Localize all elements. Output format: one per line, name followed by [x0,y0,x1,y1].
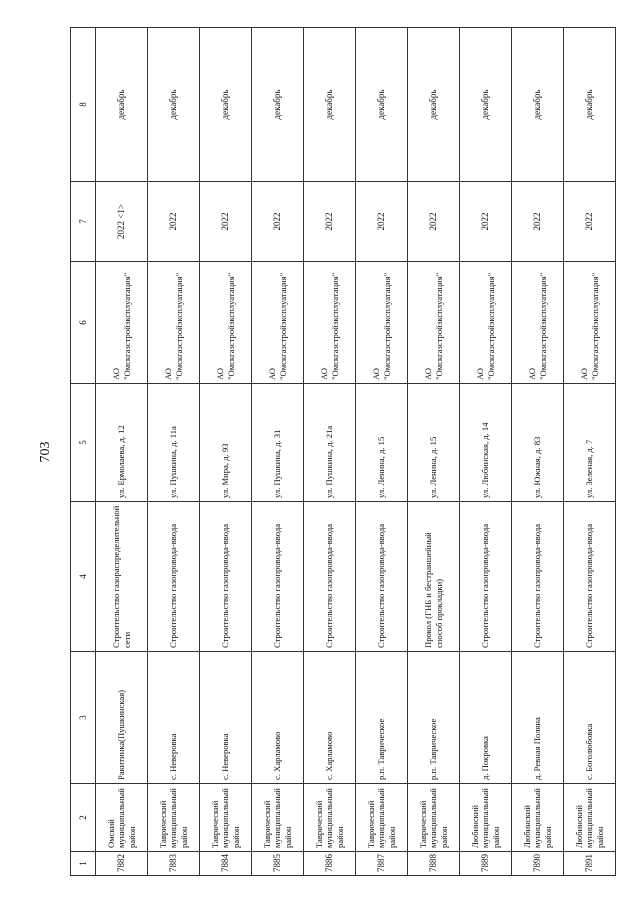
year-cell: 2022 [356,182,408,262]
row-number: 7887 [356,852,408,876]
table-body [71,28,616,876]
column-header: 5 [71,384,96,502]
locality-cell: с. Неверовка [148,652,200,784]
work-type-cell: Строительство газопровода-ввода [252,502,304,652]
contractor-cell: АО "Омскгазстройэксплуатация" [252,262,304,384]
month-cell: декабрь [252,28,304,182]
page-number: 703 [38,441,53,463]
contractor-cell: АО "Омскгазстройэксплуатация" [408,262,460,384]
year-cell: 2022 [200,182,252,262]
table-row [564,28,616,876]
locality-cell: д. Покровка [460,652,512,784]
contractor-cell: АО "Омскгазстройэксплуатация" [512,262,564,384]
address-cell: ул. Зеленая, д. 7 [564,384,616,502]
work-type-cell: Строительство газопровода-ввода [356,502,408,652]
contractor-cell: АО "Омскгазстройэксплуатация" [564,262,616,384]
district-cell: Таврический муниципальный район [252,784,304,852]
year-cell: 2022 [408,182,460,262]
month-cell: декабрь [96,28,148,182]
contractor-cell: АО "Омскгазстройэксплуатация" [356,262,408,384]
column-header: 2 [71,784,96,852]
row-number: 7886 [304,852,356,876]
month-cell: декабрь [408,28,460,182]
row-number: 7891 [564,852,616,876]
month-cell: декабрь [148,28,200,182]
header-row [71,28,96,876]
address-cell: ул. Ленина, д. 15 [356,384,408,502]
column-header: 3 [71,652,96,784]
work-type-cell: Строительство газопровода-ввода [564,502,616,652]
contractor-cell: АО "Омскгазстройэксплуатация" [148,262,200,384]
contractor-cell: АО "Омскгазстройэксплуатация" [304,262,356,384]
contractor-cell: АО "Омскгазстройэксплуатация" [96,262,148,384]
district-cell: Таврический муниципальный район [408,784,460,852]
column-header: 8 [71,28,96,182]
district-cell: Таврический муниципальный район [304,784,356,852]
work-type-cell: Строительство газопровода-ввода [460,502,512,652]
address-cell: ул. Мира, д. 93 [200,384,252,502]
locality-cell: с. Неверовка [200,652,252,784]
column-header: 4 [71,502,96,652]
table-row [512,28,564,876]
year-cell: 2022 <1> [96,182,148,262]
district-cell: Любинский муниципальный район [564,784,616,852]
year-cell: 2022 [564,182,616,262]
locality-cell: с. Харламово [252,652,304,784]
row-number: 7885 [252,852,304,876]
rotated-table-container [70,28,605,876]
year-cell: 2022 [304,182,356,262]
table-row [460,28,512,876]
work-type-cell: Строительство газопровода-ввода [200,502,252,652]
month-cell: декабрь [512,28,564,182]
row-number: 7889 [460,852,512,876]
column-header: 6 [71,262,96,384]
locality-cell: р.п. Таврическое [408,652,460,784]
row-number: 7883 [148,852,200,876]
address-cell: ул. Ленина, д. 15 [408,384,460,502]
table-row [252,28,304,876]
row-number: 7888 [408,852,460,876]
work-type-cell: Строительство газопровода-ввода [512,502,564,652]
row-number: 7884 [200,852,252,876]
column-header: 7 [71,182,96,262]
contractor-cell: АО "Омскгазстройэксплуатация" [460,262,512,384]
year-cell: 2022 [252,182,304,262]
district-cell: Таврический муниципальный район [148,784,200,852]
district-cell: Таврический муниципальный район [356,784,408,852]
address-cell: ул. Ермолаева, д. 12 [96,384,148,502]
data-table [70,27,616,876]
contractor-cell: АО "Омскгазстройэксплуатация" [200,262,252,384]
work-type-cell: Прокол (ГНБ и бестраншейный способ прокладки) [408,502,460,652]
address-cell: ул. Пушкина, д. 31 [252,384,304,502]
table-row [96,28,148,876]
district-cell: Любинский муниципальный район [460,784,512,852]
locality-cell: с. Харламово [304,652,356,784]
table-row [356,28,408,876]
month-cell: декабрь [200,28,252,182]
address-cell: ул. Южная, д. 83 [512,384,564,502]
column-header: 1 [71,852,96,876]
locality-cell: р.п. Таврическое [356,652,408,784]
work-type-cell: Строительство газопровода-ввода [304,502,356,652]
table-row [148,28,200,876]
table-row [408,28,460,876]
district-cell: Омский муниципальный район [96,784,148,852]
month-cell: декабрь [564,28,616,182]
year-cell: 2022 [148,182,200,262]
work-type-cell: Строительство газопровода-ввода [148,502,200,652]
month-cell: декабрь [460,28,512,182]
table-row [304,28,356,876]
row-number: 7882 [96,852,148,876]
month-cell: декабрь [304,28,356,182]
row-number: 7890 [512,852,564,876]
address-cell: ул. Любинская, д. 14 [460,384,512,502]
district-cell: Любинский муниципальный район [512,784,564,852]
address-cell: ул. Пушкина, д. 11а [148,384,200,502]
locality-cell: д. Ревная Поляна [512,652,564,784]
year-cell: 2022 [512,182,564,262]
address-cell: ул. Пушкина, д. 21а [304,384,356,502]
work-type-cell: Строительство газораспределительной сети [96,502,148,652]
month-cell: декабрь [356,28,408,182]
table-row [200,28,252,876]
district-cell: Таврический муниципальный район [200,784,252,852]
year-cell: 2022 [460,182,512,262]
locality-cell: Ракитинка(Пушкинская) [96,652,148,784]
locality-cell: с. Боголюбовка [564,652,616,784]
